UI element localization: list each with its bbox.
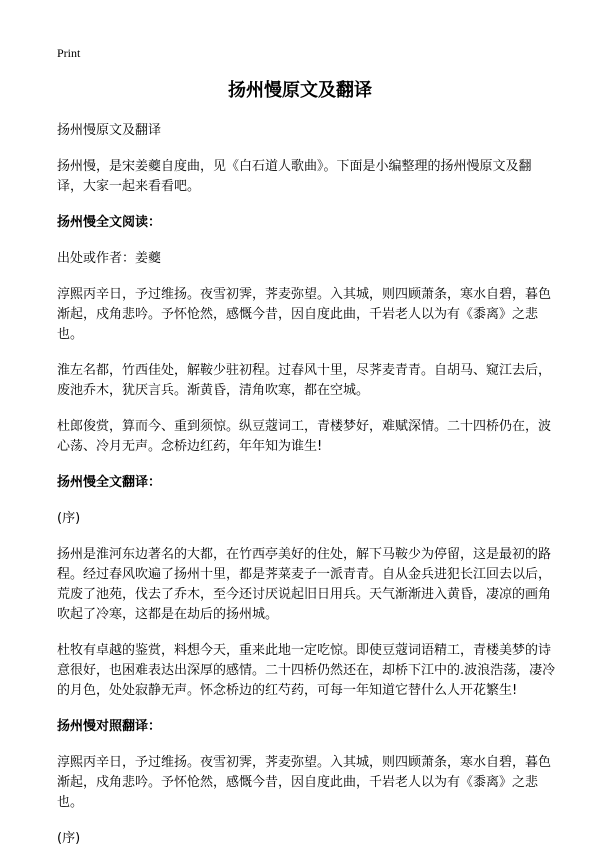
original-paragraph: 淳熙丙辛日，予过维扬。夜雪初霁，荠麦弥望。入其城，则四顾萧条，寒水自碧，暮色渐起，戍角悲吟。予怀怆然，感慨今昔，因自度此曲，千岩老人以为有《黍离》之悲也。 (57, 287, 552, 342)
section-heading-translation: 扬州慢全文翻译： (57, 475, 162, 490)
compare-preface: (序) (57, 831, 81, 846)
article-body (57, 121, 557, 865)
page-title: 扬州慢原文及翻译 (228, 80, 372, 101)
article-subtitle: 扬州慢原文及翻译 (57, 123, 162, 138)
intro-paragraph: 扬州慢，是宋姜夔自度曲，见《白石道人歌曲》。下面是小编整理的扬州慢原文及翻译，大家一起来看看吧。 (57, 159, 532, 194)
translation-paragraph: 扬州是淮河东边著名的大都，在竹西亭美好的住处，解下马鞍少为停留，这是最初的路程。经过春风吹遍了扬州十里，都是荠菜麦子一派青青。自从金兵进犯长江回去以后，荒废了池苑，伐去了乔木，至今还讨厌说起旧日用兵。天气渐渐进入黄昏，凄凉的画角吹起了冷寒，这都是在劫后的扬州城。 (57, 547, 552, 622)
translation-preface: (序) (57, 511, 81, 526)
original-paragraph: 淮左名都，竹西佳处，解鞍少驻初程。过春风十里，尽荠麦青青。自胡马、窥江去后，废池乔木，犹厌言兵。渐黄昏，清角吹寒，都在空城。 (57, 363, 552, 398)
section-heading-original: 扬州慢全文阅读： (57, 215, 162, 230)
original-paragraph: 杜郎俊赏，算而今、重到须惊。纵豆蔻词工，青楼梦好，难赋深情。二十四桥仍在，波心荡、冷月无声。念桥边红药，年年知为谁生! (57, 419, 552, 454)
author-line: 出处或作者：姜夔 (57, 251, 162, 266)
translation-paragraph: 杜牧有卓越的鉴赏，料想今天，重来此地一定吃惊。即使豆蔻词语精工，青楼美梦的诗意很好，也困难表达出深厚的感情。二十四桥仍然还在，却桥下江中的.波浪浩荡，凄冷的月色，处处寂静无声。怀念桥边的红芍药，可每一年知道它替什么人开花繁生! (57, 643, 556, 698)
section-heading-compare: 扬州慢对照翻译： (57, 719, 162, 734)
print-link[interactable]: Print (57, 46, 81, 60)
compare-paragraph: 淳熙丙辛日，予过维扬。夜雪初霁，荠麦弥望。入其城，则四顾萧条，寒水自碧，暮色渐起，戍角悲吟。予怀怆然，感慨今昔，因自度此曲，千岩老人以为有《黍离》之悲也。 (57, 755, 552, 810)
